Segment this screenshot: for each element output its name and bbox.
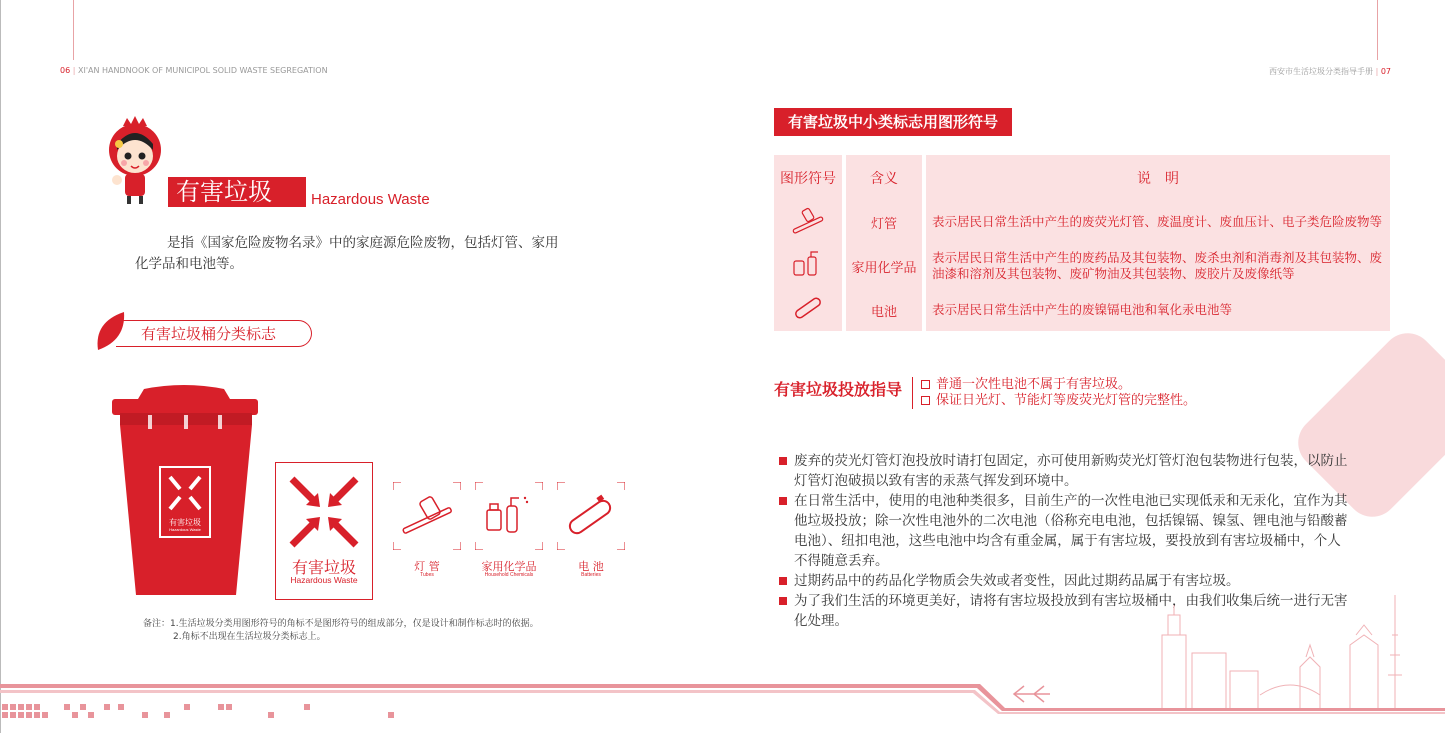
right-page-number: 07 [1380, 67, 1391, 76]
sub-icon-tubes [393, 482, 461, 578]
left-frame-line [73, 0, 74, 60]
table-header-meaning: 含义 [846, 155, 922, 201]
battery-icon [557, 482, 625, 550]
bin-label-en: Hazardous Waste [169, 527, 201, 532]
bottom-decorative-stripe [0, 680, 1445, 733]
sign-label-en: Hazardous Waste [290, 575, 358, 585]
left-page-header: 06 | XI'AN HANDNOOK OF MUNICIPOL SOLID WASTE SEGREGATION [60, 66, 328, 75]
table-meaning-batteries: 电池 [846, 289, 922, 331]
table-title: 有害垃圾中小类标志用图形符号 [774, 108, 1012, 136]
guide-items [912, 377, 1196, 409]
intro-text [135, 233, 595, 275]
sub-icon-chemicals-en: Household Chemicals [484, 572, 534, 578]
table-meaning-chemicals: 家用化学品 [846, 243, 922, 289]
table-meaning-tubes: 灯管 [846, 201, 922, 243]
table-desc-chemicals: 表示居民日常生活中产生的废药品及其包装物、废杀虫剂和消毒剂及其包装物、废油漆和溶剂及其包装物、废矿物油及其包装物、废胶片及废像纸等 [926, 243, 1390, 289]
chemical-bottles-icon [475, 482, 543, 550]
guide-item: 保证日光灯、节能灯等废荧光灯管的完整性。 [921, 393, 1196, 409]
table-row [774, 243, 1390, 289]
section-title-en: Hazardous Waste [311, 191, 430, 208]
sub-icon-batteries-cn: 电 池 [578, 560, 604, 573]
section-label-text: 有害垃圾桶分类标志 [141, 325, 277, 343]
hazard-arrows-icon [276, 467, 372, 557]
hazardous-sign [275, 462, 373, 600]
page-left-edge [0, 0, 1, 733]
sub-icon-tubes-en: Tubes [420, 572, 434, 578]
left-page-number: 06 [60, 66, 71, 75]
sub-icon-batteries [557, 482, 625, 578]
hazardous-bin-icon [108, 385, 260, 603]
bullet-item: 为了我们生活的环境更美好，请将有害垃圾投放到有害垃圾桶中，由我们收集后统一进行无害化处理。 [778, 591, 1348, 631]
guide-item: 普通一次性电池不属于有害垃圾。 [921, 377, 1196, 393]
table-desc-batteries: 表示居民日常生活中产生的废镍镉电池和氧化汞电池等 [926, 289, 1390, 331]
footnote-line-1: 备注：1.生活垃圾分类用图形符号的角标不是图形符号的组成部分，仅是设计和制作标志时的依据。 [143, 619, 539, 629]
left-header-title: XI'AN HANDNOOK OF MUNICIPOL SOLID WASTE SEGREGATION [77, 66, 328, 75]
table-row [774, 201, 1390, 243]
intro-line-1: 是指《国家危险废物名录》中的家庭源危险废物，包括灯管、家用 [167, 235, 559, 251]
table-header-symbol: 图形符号 [774, 155, 842, 201]
sub-icon-batteries-en: Batteries [581, 572, 601, 578]
table-row [774, 289, 1390, 331]
bullet-item: 废弃的荧光灯管灯泡投放时请打包固定，亦可使用新购荧光灯管灯泡包装物进行包装，以防止灯管灯泡破损以致有害的汞蒸气挥发到环境中。 [778, 451, 1348, 491]
battery-icon [790, 293, 826, 323]
sign-label-cn: 有害垃圾 [291, 558, 356, 577]
chemical-bottles-icon [790, 249, 826, 279]
sub-icon-chemicals-cn: 家用化学品 [481, 560, 537, 573]
sub-icon-chemicals [475, 482, 543, 578]
section-title-cn: 有害垃圾 [168, 177, 306, 207]
pomegranate-mascot-icon [103, 116, 167, 212]
bullet-item: 在日常生活中，使用的电池种类很多，目前生产的一次性电池已实现低汞和无汞化，宜作为其他垃圾投放；除一次性电池外的二次电池（俗称充电电池，包括镍镉、镍氢、锂电池与铅酸蓄电池）、纽扣电池，这些电池中均含有重金属，属于有害垃圾，要投放到有害垃圾桶中，个人不得随意丢弃。 [778, 491, 1348, 571]
footnote [143, 618, 539, 644]
guide-title: 有害垃圾投放指导 [774, 380, 903, 399]
tube-icon [790, 205, 826, 235]
bin-label-cn: 有害垃圾 [169, 518, 201, 527]
intro-line-2: 化学品和电池等。 [135, 256, 243, 272]
right-frame-line [1377, 0, 1378, 60]
sub-icon-tubes-cn: 灯 管 [414, 560, 440, 573]
table-desc-tubes: 表示居民日常生活中产生的废荧光灯管、废温度计、废血压计、电子类危险废物等 [926, 201, 1390, 243]
right-page-header: 西安市生活垃圾分类指导手册 | 07 [1269, 67, 1391, 76]
symbol-table [770, 155, 1394, 331]
right-header-title: 西安市生活垃圾分类指导手册 [1269, 67, 1374, 76]
tube-icon [393, 482, 461, 550]
footnote-line-2: 2.角标不出现在生活垃圾分类标志上。 [173, 632, 326, 642]
table-header-desc: 说 明 [926, 155, 1390, 201]
bullet-item: 过期药品中的药品化学物质会失效或者变性，因此过期药品属于有害垃圾。 [778, 571, 1348, 591]
